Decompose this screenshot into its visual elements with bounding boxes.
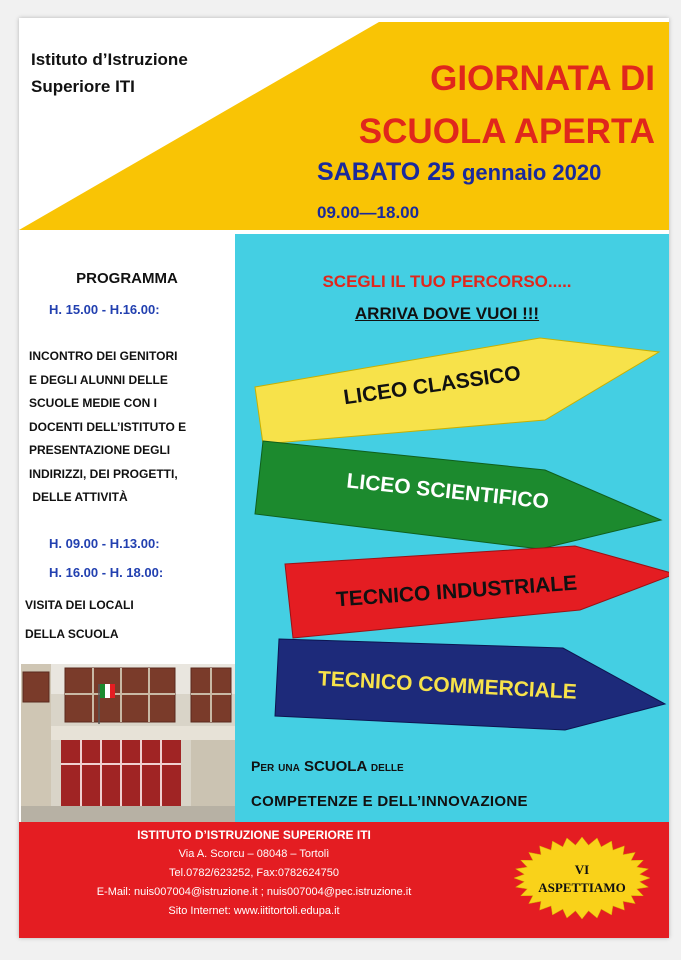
badge-line-1: VI — [574, 862, 590, 877]
arrow-liceo-scientifico — [255, 441, 661, 549]
program-time-1: H. 15.00 - H.16.00: — [49, 302, 160, 317]
arrow-label-tecnico-commerciale: TECNICO COMMERCIALE — [317, 667, 578, 704]
paths-panel — [235, 234, 669, 822]
program-panel — [19, 234, 235, 664]
school-building-photo — [21, 664, 235, 822]
footer-website[interactable]: Sito Internet: www.iititortoli.edupa.it — [168, 905, 340, 917]
tagline-line-2: COMPETENZE E DELL’INNOVAZIONE — [251, 793, 528, 810]
poster — [19, 18, 669, 938]
program-description-2 — [25, 591, 134, 649]
date-day: SABATO 25 — [317, 158, 456, 186]
welcome-badge — [513, 836, 651, 920]
arrow-label-liceo-classico: LICEO CLASSICO — [342, 361, 523, 410]
institute-name — [31, 46, 188, 100]
program-title: PROGRAMMA — [76, 270, 178, 287]
event-hours: 09.00—18.00 — [317, 203, 420, 222]
program-line: DOCENTI DELL’ISTITUTO E — [29, 419, 187, 434]
header — [19, 18, 669, 230]
program-line: INCONTRO DEI GENITORI — [29, 349, 178, 363]
program-time-3: H. 16.00 - H. 18.00: — [49, 565, 164, 580]
institute-line-1: Istituto d’Istruzione — [31, 50, 188, 69]
choose-path-heading: SCEGLI IL TUO PERCORSO..... — [322, 272, 572, 291]
arrow-label-tecnico-industriale: TECNICO INDUSTRIALE — [335, 571, 578, 612]
program-line: DELLE ATTIVITÀ — [29, 490, 128, 504]
program-line: INDIRIZZI, DEI PROGETTI, — [29, 466, 178, 481]
footer-institute-name: ISTITUTO D’ISTRUZIONE SUPERIORE ITI — [137, 828, 371, 842]
date-month-year: gennaio 2020 — [461, 160, 602, 185]
title-line-2: SCUOLA APERTA — [358, 112, 655, 151]
title-line-1: GIORNATA DI — [430, 59, 655, 98]
program-line: SCUOLE MEDIE CON I — [29, 396, 158, 410]
institute-line-2: Superiore ITI — [31, 77, 135, 96]
tagline-line-1 — [251, 758, 404, 775]
event-date — [317, 158, 601, 187]
event-title — [359, 52, 655, 158]
footer-address: Via A. Scorcu – 08048 – Tortolì — [178, 848, 330, 860]
program-line: E DEGLI ALUNNI DELLE — [29, 372, 168, 387]
program-line: VISITA DEI LOCALI — [25, 598, 134, 612]
footer-phone: Tel.0782/623252, Fax:0782624750 — [168, 867, 340, 879]
program-line: DELLA SCUOLA — [25, 627, 119, 641]
badge-line-2: ASPETTIAMO — [538, 880, 626, 895]
program-line: PRESENTAZIONE DEGLI — [29, 443, 171, 457]
tagline-pre: Per una — [251, 758, 300, 774]
arrow-tecnico-industriale — [285, 546, 669, 638]
footer — [19, 822, 669, 938]
tagline-delle: delle — [370, 758, 404, 774]
arrow-tecnico-commerciale — [275, 639, 665, 730]
choose-path-subheading: ARRIVA DOVE VUOI !!! — [354, 304, 540, 323]
tagline-scuola: SCUOLA — [303, 758, 367, 775]
arrow-label-liceo-scientifico: LICEO SCIENTIFICO — [345, 469, 550, 514]
footer-email[interactable]: E-Mail: nuis007004@istruzione.it ; nuis007004@pec.istruzione.it — [96, 886, 412, 898]
arrow-liceo-classico — [255, 338, 659, 444]
program-description-1 — [29, 345, 186, 510]
badge-starburst — [514, 837, 650, 919]
program-time-2: H. 09.00 - H.13.00: — [49, 536, 160, 551]
path-arrows — [235, 234, 669, 822]
